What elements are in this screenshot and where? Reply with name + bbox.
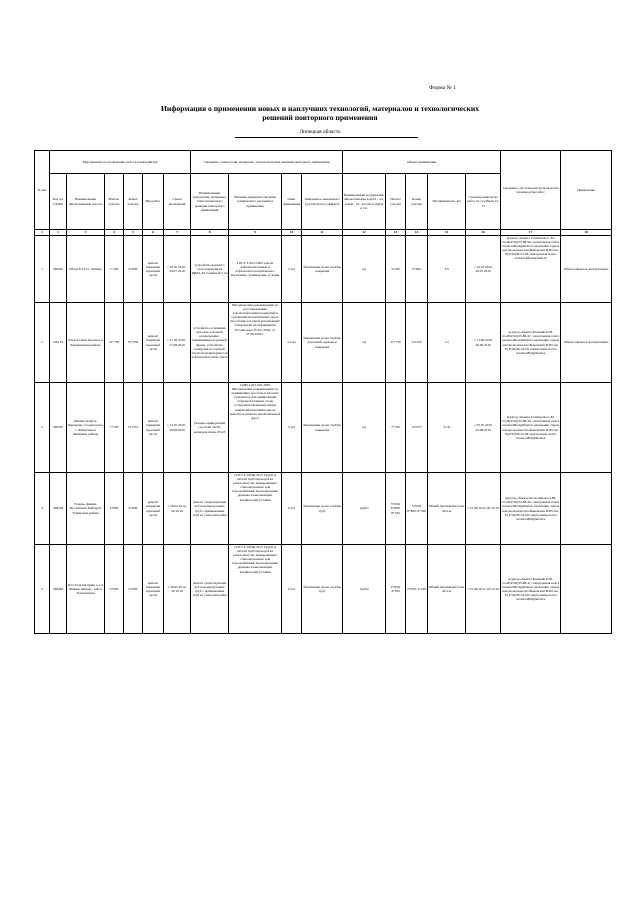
header-road: Наименование автомобильной дороги	[67, 174, 105, 230]
cell-object-end: 2+650; 4+220	[406, 545, 428, 634]
cell-experience: 6 лет	[282, 545, 302, 634]
cell-length: 3.9	[428, 236, 466, 303]
header-length: Протяженность, км	[428, 174, 466, 230]
cell-object-end: 9+000	[406, 236, 428, 303]
cell-road: Лавшва-Доброе-Чаплыгин с подъездом к с. Филатовка в Липецком районе	[67, 383, 105, 473]
cell-code: 369910	[50, 236, 67, 303]
cell-object: а/д	[343, 236, 386, 303]
cell-start: 7+795	[105, 383, 124, 473]
cell-start: 0+000	[105, 545, 124, 634]
cell-no: 3	[35, 383, 50, 473]
cell-period: с 15.07.2019 - 20.09.2019	[164, 383, 191, 473]
group-header-row	[35, 151, 612, 174]
cell-note	[561, 383, 612, 473]
cell-object-start: 5+100	[386, 236, 406, 303]
cell-tech: ремонт существующих ж/б водопропускных труб с применением труб из стеклопластика	[191, 545, 229, 634]
cell-object: трубы	[343, 545, 386, 634]
cell-doc: ГОСТ Р 54560-2015 Трубы и детали трубопроводов из реактопластов, армированных стекловолокном, для водоснабжения, водоотведения, дренажа и канализации. Технические условия	[229, 545, 282, 634]
header-no: № п/п	[35, 151, 50, 230]
cell-work: ремонт покрытия проезжей части	[143, 303, 164, 383]
col-number: 2	[50, 230, 67, 236]
cell-note: Объект введен в эксплуатацию	[561, 303, 612, 383]
cell-object-end: 13+975	[406, 383, 428, 473]
cell-effect: Увеличение срока службы труб	[302, 473, 343, 545]
cell-road: Пол Телетой прим. к а/д Липецк-Данков - х.Бел. Телеловском	[67, 545, 105, 634]
header-code: Код а/д СКДФ	[50, 174, 67, 230]
table-row	[35, 236, 612, 303]
cell-note	[561, 473, 612, 545]
cell-object-period: с 01.08.19 по 18.10.19	[466, 545, 501, 634]
cell-object-period: с 05.07.2019 22.08.2019	[466, 383, 501, 473]
cell-period: с 18.04.19 по 20.10.19	[164, 473, 191, 545]
cell-control: куратор объекта Калинин И.Н. тел.8(4742)35-88-47, электронная почта avtador48osd@mail.ru начальник отдела контроля качества Быковских В.Ю.тел. 8 (4742)36-52-09 электронная почта avtador48sd@mail.ru	[501, 545, 561, 634]
col-number: 6	[143, 230, 164, 236]
cell-doc: ОДМ 218.5.003-2009 Методические рекомендации по применению геосеток и плоских георешеток для армирования асфальтобетонных слоев усовершенствованных видов покрытий при капитальном ремонте и ремонте автомобильных дорог	[229, 383, 282, 473]
header-experience: Опыт применения	[282, 174, 302, 230]
table-row	[35, 473, 612, 545]
cell-doc: ГОСТ 31015-2002 Смеси асфальтобетонные и асфальтобетон щебеночно-мастичные. Технические условия	[229, 236, 282, 303]
header-doc: Наличие документа системы технического регламента применения	[229, 174, 282, 230]
col-number: 11	[302, 230, 343, 236]
col-number: 7	[164, 230, 191, 236]
col-number: 5	[124, 230, 143, 236]
cell-effect: Увеличение срока службы покрытия	[302, 383, 343, 473]
cell-length: 1.5	[428, 303, 466, 383]
cell-road: Усмань-Девица-Пустошки в Байбарах Усманском районе	[67, 473, 105, 545]
table-row	[35, 545, 612, 634]
header-note: Примечание	[561, 151, 612, 230]
cell-end: 13+975	[124, 383, 143, 473]
cell-effect: Увеличение срока службы труб	[302, 545, 343, 634]
cell-start: 31+750	[105, 303, 124, 383]
cell-road: Ельц-Толмач-Красное в Краснинском районе	[67, 303, 105, 383]
header-end: Конец участка	[124, 174, 143, 230]
cell-length: Общей протяженностью 42 п.м	[428, 545, 466, 634]
cell-object-end: 33+250	[406, 303, 428, 383]
header-control: Сведения о системе контроля качества производства работ	[501, 151, 561, 230]
cell-length: Общей протяженностью 40 п.м	[428, 473, 466, 545]
col-number: 10	[282, 230, 302, 236]
cell-note: Объект введен в эксплуатацию	[561, 236, 612, 303]
cell-work: ремонт покрытия проезжей части	[143, 545, 164, 634]
cell-code: 369484	[50, 545, 67, 634]
cell-effect: Увеличение срока службы дорожной одежды и покрытия	[302, 303, 343, 383]
cell-object-end: 5+050; 6+800; 8+520	[406, 473, 428, 545]
cell-object-start: 31+750	[386, 303, 406, 383]
cell-tech: устройство основания методом холодной регенерации с применением дорожной фрезы, устройство покрытия из горячей плотной мелкозернистой асфальтобетонной смеси	[191, 303, 229, 383]
col-number: 13	[386, 230, 406, 236]
cell-object-start: 2+650; 4+220	[386, 545, 406, 634]
cell-end: 33+250	[124, 303, 143, 383]
col-number: 9	[229, 230, 282, 236]
col-number: 8	[191, 230, 229, 236]
cell-code: 369504	[50, 473, 67, 545]
form-number: Форма № 1	[429, 85, 456, 91]
cell-end: 6+000	[124, 545, 143, 634]
cell-object-period: с 11.06.2019 26.06.2019	[466, 303, 501, 383]
cell-object: а/д	[343, 303, 386, 383]
cell-length: 6.18	[428, 383, 466, 473]
cell-no: 2	[35, 303, 50, 383]
col-number: 12	[343, 230, 386, 236]
cell-experience: 5 лет	[282, 383, 302, 473]
cell-period: с 10.07.2019 - 29.07.2019	[164, 236, 191, 303]
cell-end: 9+000	[124, 473, 143, 545]
header-object-period: Сроки производства работ по столбцам 12-13	[466, 174, 501, 230]
cell-object-period: с 10.07.2019 29.07.2019	[466, 236, 501, 303]
table-row	[35, 383, 612, 473]
col-number: 1	[35, 230, 50, 236]
cell-start: 4+800	[105, 473, 124, 545]
cell-experience: 6 лет	[282, 473, 302, 545]
cell-object-period: с 01.08.19 по 20.10.19	[466, 473, 501, 545]
cell-tech: укладка армирующей геосетки 50/50, размером ячеек 25х25	[191, 383, 229, 473]
cell-experience: 5 лет	[282, 236, 302, 303]
header-period: Сроки проведения	[164, 174, 191, 230]
header-events: Мероприятие по проведению работ в рамках БКАД	[50, 151, 191, 174]
cell-period: с 20.05.20 по 30.10.19	[164, 545, 191, 634]
cell-no: 4	[35, 473, 50, 545]
technology-table	[34, 150, 612, 634]
col-number: 15	[428, 230, 466, 236]
cell-start: 5+100	[105, 236, 124, 303]
cell-doc: Методические рекомендации по восстановлению асфальтобетонных покрытий и оснований автомобильных дорог способами холодной регенерации" Утверждено распоряжением Росавтодора № ОС-568 р от 27.06.2002 г.	[229, 303, 282, 383]
cell-note	[561, 545, 612, 634]
header-start: Начало участка	[105, 174, 124, 230]
cell-road: Обход ЕТЗ в г. Липецк	[67, 236, 105, 303]
cell-code: 369435	[50, 383, 67, 473]
header-object: Объект применения	[343, 151, 501, 174]
cell-control: куратор объекта Семенцова С.М. тел.8(4742)35-88-56, электронная почта avtador48osd@mail.ru начальник отдела контроля качества Быковских В.Ю.тел. 8(4742)36-52-09 электронная почта avtador48sd@mail.ru	[501, 383, 561, 473]
header-object-start: Начало участка	[386, 174, 406, 230]
cell-work: ремонт покрытия проезжей части	[143, 383, 164, 473]
col-number: 18	[561, 230, 612, 236]
cell-tech: ремонт существующих ж/б водопропускных труб с применением труб из стеклопластика	[191, 473, 229, 545]
cell-end: 9+000	[124, 236, 143, 303]
cell-tech: устройство верхнего слоя покрытия из ЩМА-20 толщиной 5 см	[191, 236, 229, 303]
col-number: 16	[466, 230, 501, 236]
cell-doc: ГОСТ Р 54560-2015 Трубы и детали трубопроводов из реактопластов, армированных стекловолокном, для водоснабжения, водоотведения, дренажа и канализации. Технические условия	[229, 473, 282, 545]
cell-no: 5	[35, 545, 50, 634]
header-tech: Сведения о технологии, материале, технологическом решении повторного применения	[191, 151, 343, 174]
cell-no: 1	[35, 236, 50, 303]
header-object-name: Наименование сооружения: автомобильная дорога - а/д, улица - ул., мосты и трубы и т.п.	[343, 174, 386, 230]
table-row	[35, 303, 612, 383]
region-underline	[235, 137, 418, 138]
header-object-end: Конец участка	[406, 174, 428, 230]
cell-object: трубы	[343, 473, 386, 545]
cell-object-start: 5+050; 6+800; 8+520	[386, 473, 406, 545]
col-number: 3	[67, 230, 105, 236]
cell-effect: Увеличение срока службы покрытия	[302, 236, 343, 303]
col-number: 14	[406, 230, 428, 236]
header-tech-name: Наименование технологии, материала, технологического решения повторного применения	[191, 174, 229, 230]
cell-control: куратор объекта Колесникова О.Ю. тел.8(4742)35-88-49, электронная почта avtador48osd@mail.ru начальник отдела контроля качества Быковских В.Ю.тел. 8 (4742)36-52-09 электронная почта avtador48sd@mail.ru	[501, 473, 561, 545]
region-label: Липецкая область	[299, 129, 341, 135]
header-effect: Ожидаемое ожидаемого (достигнутого) эффекта	[302, 174, 343, 230]
cell-period: с 17.05.2019 - 27.08.2019	[164, 303, 191, 383]
cell-work: ремонт покрытия проезжей части	[143, 473, 164, 545]
cell-code: 370123	[50, 303, 67, 383]
cell-control: куратор объекта Семенцова С.М. тел.8(4742)35-88-56, электронная почта avtador48osd@mail.ru начальник отдела контроля качества Быковских В.Ю.тел. 8(4742)36-52-09 электронная почта avtador-48osd@mail.ru	[501, 236, 561, 303]
col-number: 4	[105, 230, 124, 236]
cell-object: а/д	[343, 383, 386, 473]
cell-work: ремонт покрытия проезжей части	[143, 236, 164, 303]
cell-experience: 4 года	[282, 303, 302, 383]
col-number: 17	[501, 230, 561, 236]
header-work: Вид работ	[143, 174, 164, 230]
page-title: Информация о применении новых и наилучших технологий, материалов и технологических решений повторного применения	[160, 104, 480, 122]
cell-object-start: 7+795	[386, 383, 406, 473]
cell-control: куратор объекта Калинин И.Н. тел.8(4742)35-88-47, электронная почта avtador48osd@mail.ru начальник отдела контроля качества Быковских В.Ю.тел. 8 (4742)36-52-09 электронная почта avtador48sd@mail.ru	[501, 303, 561, 383]
